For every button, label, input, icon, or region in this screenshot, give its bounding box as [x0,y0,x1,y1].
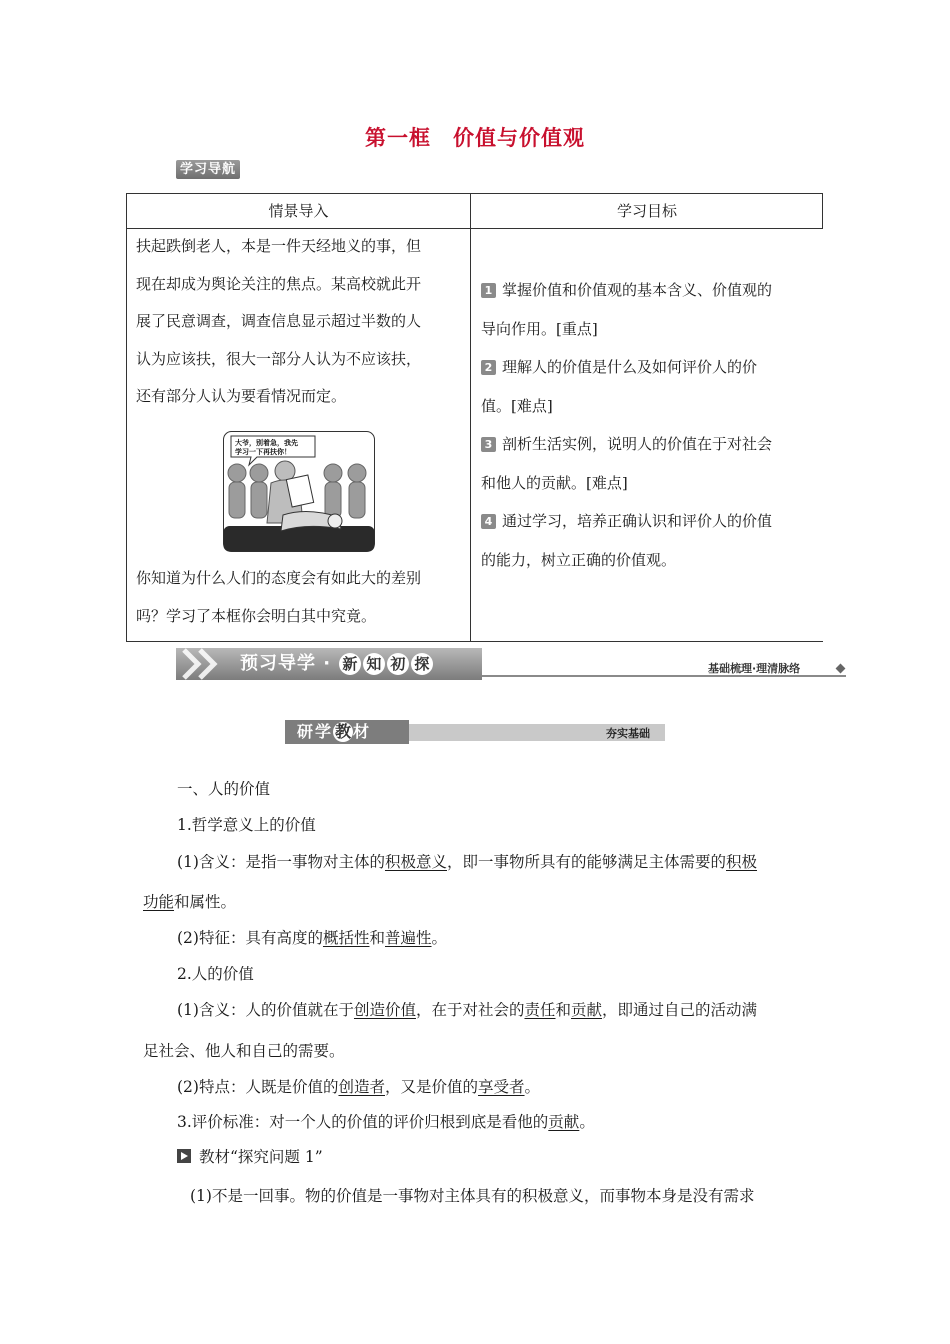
scenario-header: 情景导入 [127,194,470,229]
number-badge: 2 [481,360,496,375]
question-line: 你知道为什么人们的态度会有如此大的差别 [136,569,422,587]
goal-item: 3 剖析生活实例，说明人的价值在于对社会 [481,425,821,464]
goal-item-cont: 和他人的贡献。[难点] [481,473,628,492]
paragraph-line: 足社会、他人和自己的需要。 [143,1042,345,1060]
scenario-line: 展了民意调查，调查信息显示超过半数的人 [136,312,422,330]
play-icon [177,1149,191,1163]
sub-banner-char: 教 [335,722,352,741]
heading-1: 一、人的价值 [177,780,271,798]
sub-banner: 研学 教 材 [285,720,409,744]
paragraph-line: (1)含义：人的价值就在于创造价值，在于对社会的责任和贡献，即通过自己的活动满 [177,1001,758,1019]
study-guide-tag: 学习导航 [176,160,240,179]
scenario-line: 扶起跌倒老人，本是一件天经地义的事，但 [136,237,422,255]
guide-table [126,193,823,642]
paragraph-line: (1)含义：是指一事物对主体的积极意义，即一事物所具有的能够满足主体需要的积极 [177,853,758,871]
cartoon-caption: 学习一下再扶你！ [235,448,291,456]
banner-title: 预习导学 · 新 知 初 探 [240,650,434,678]
number-badge: 1 [481,283,496,298]
banner-char: 新 [339,653,361,675]
scenario-line: 现在却成为舆论关注的焦点。某高校就此开 [136,274,422,293]
diamond-icon [836,664,846,674]
goal-item: 4 通过学习，培养正确认识和评价人的价值 [481,502,821,541]
scenario-text [136,228,470,416]
scenario-line: 认为应该扶，很大一部分人认为不应该扶， [136,349,422,368]
cartoon-caption: 大爷，别着急，我先 [235,439,298,447]
scenario-line: 还有部分人认为要看情况而定。 [136,387,347,405]
column-divider [470,194,471,641]
goal-item: 1 掌握价值和价值观的基本含义、价值观的 [481,271,821,310]
banner-char: 探 [411,653,433,675]
goals-list [481,271,821,579]
paragraph-line: (1)不是一回事。物的价值是一事物对主体具有的积极意义，而事物本身是没有需求 [190,1187,755,1205]
banner-char: 初 [387,653,409,675]
cartoon-image [223,431,375,552]
goal-item: 2 理解人的价值是什么及如何评价人的价 [481,348,821,387]
subheading: 2.人的价值 [177,965,254,983]
goal-item-cont: 的能力，树立正确的价值观。 [481,550,677,569]
paragraph-line: 3.评价标准：对一个人的价值的评价归根到底是看他的贡献。 [177,1113,595,1131]
question-text [136,560,470,635]
page-title: 第一框 价值与价值观 [365,125,585,150]
number-badge: 4 [481,514,496,529]
paragraph-line: (2)特征：具有高度的概括性和普遍性。 [177,929,448,947]
right-border [822,194,823,229]
explore-heading: 教材“探究问题 1” [177,1146,323,1168]
subheading: 1.哲学意义上的价值 [177,816,316,834]
banner-subtitle: 基础梳理·理清脉络 [708,662,801,675]
paragraph-line: (2)特点：人既是价值的创造者，又是价值的享受者。 [177,1078,541,1096]
goal-item-cont: 值。[难点] [481,396,553,415]
goal-item-cont: 导向作用。[重点] [481,319,598,338]
sub-banner-subtitle: 夯实基础 [606,727,650,740]
banner-char: 知 [363,653,385,675]
paragraph-line: 功能和属性。 [143,893,237,911]
chevron-arrows-icon [176,648,240,680]
question-line: 吗？学习了本框你会明白其中究竟。 [136,606,377,625]
number-badge: 3 [481,437,496,452]
goals-header: 学习目标 [471,194,823,229]
